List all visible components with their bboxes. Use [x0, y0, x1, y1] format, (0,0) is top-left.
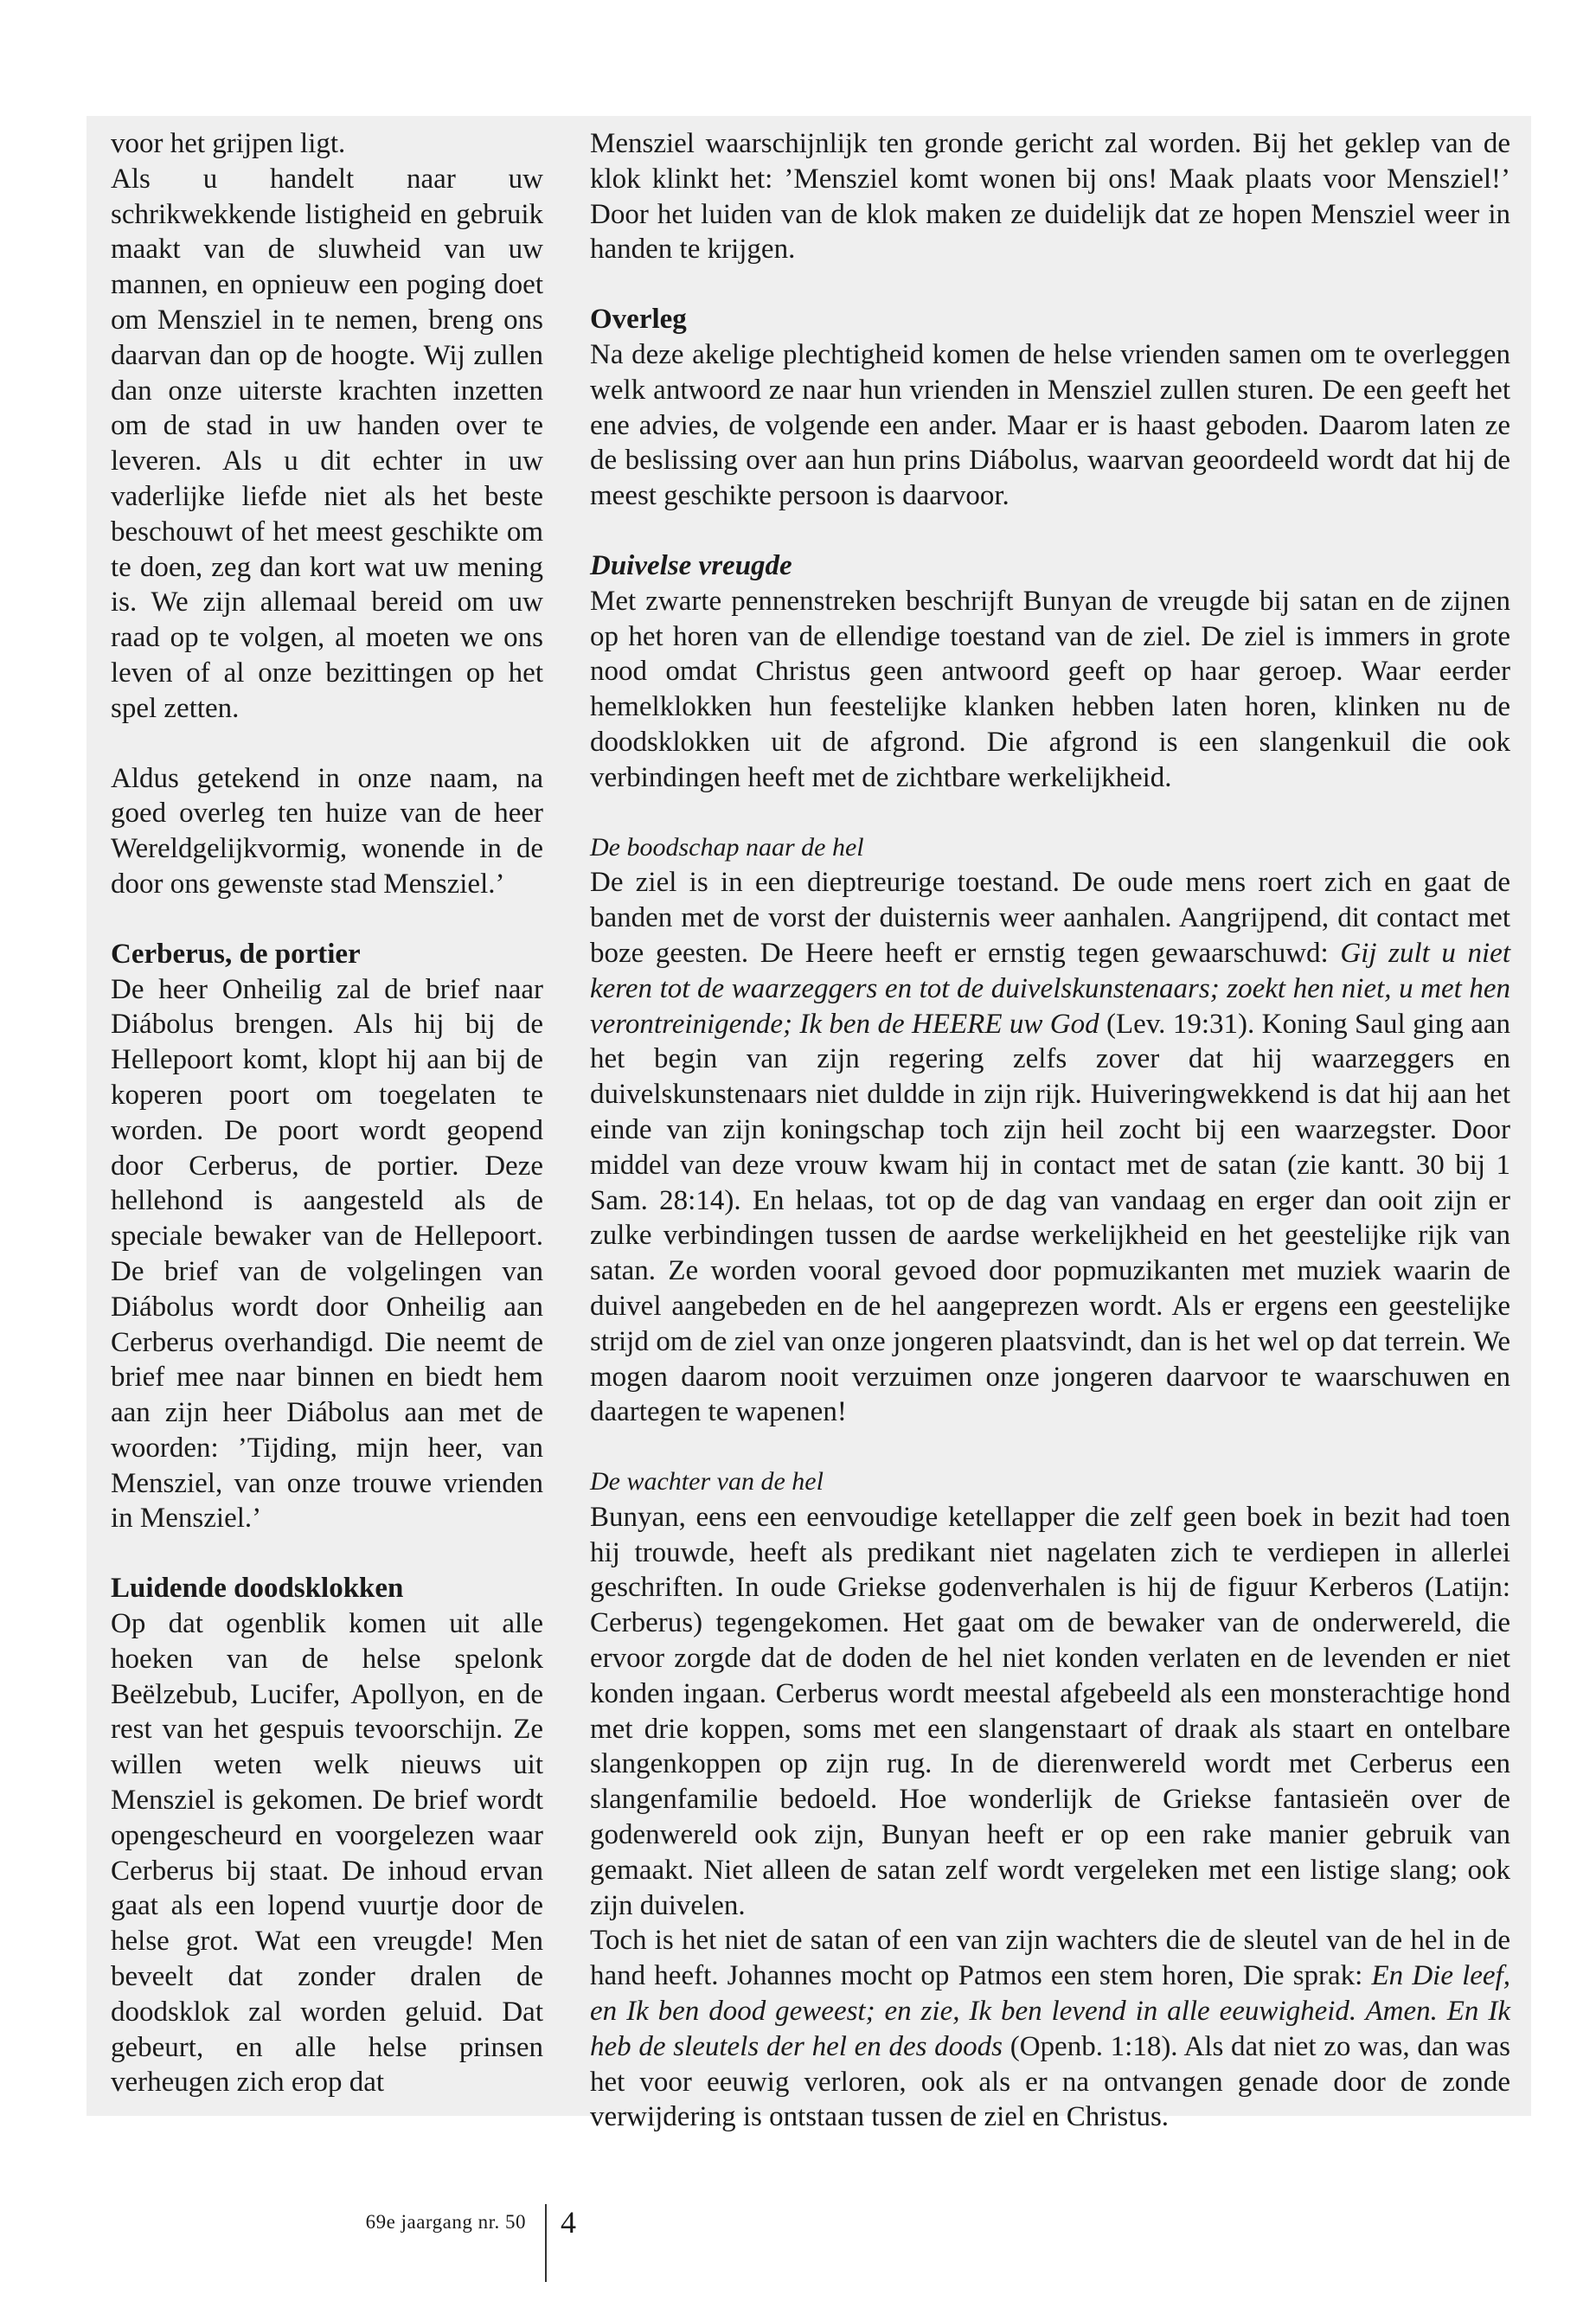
text-span: De ziel is in een dieptreurige toestand. De oude mens roert zich en gaat de banden met de vorst der duisternis weer aanhalen. Aangrijpend, dit contact met boze geesten. De Heere heeft er ernstig tegen gewaarschuwd: [590, 867, 1510, 969]
subheading-boodschap: De boodschap naar de hel [590, 832, 864, 862]
paragraph: Mensziel waarschijnlijk ten gronde gericht zal worden. Bij het geklep van de klok klinkt het: ’Mensziel komt wonen bij ons! Maak plaats voor Mensziel!’ Door het luiden van de klok maken ze duidelijk dat ze hopen Mensziel weer in handen te krijgen. [590, 128, 1510, 266]
section-heading-cerberus: Cerberus, de portier [111, 938, 361, 970]
text-span: (Lev. 19:31). Koning Saul ging aan het begin van zijn regering zelfs zover dat hij waarzeggers en duivelskunstenaars niet duldde in zijn rijk. Huiveringwekkend is dat hij aan het einde van zijn koningschap toch zijn heil zocht bij een waarzegster. Door middel van deze vrouw kwam hij in contact met de satan (zie kantt. 30 bij 1 Sam. 28:14). En helaas, tot op de dag van vandaag en erger dan ooit zijn er zulke verbindingen tussen de aardse werkelijkheid en het geestelijke rijk van satan. Ze worden vooral gevoed door popmuzikanten met muziek waarin de duivel aangebeden en de hel aangeprezen wordt. Als er ergens een geestelijke strijd om de ziel van onze jongeren plaatsvindt, dan is het wel op dat terrein. We mogen daarom nooit verzuimen onze jongeren daarvoor te waarschuwen en daartegen te wapenen! [590, 1008, 1510, 1428]
paragraph: Aldus getekend in onze naam, na goed overleg ten huize van de heer Wereldgelijkvormig, wonende in de door ons gewenste stad Mensziel.’ [111, 762, 543, 900]
paragraph: De heer Onheilig zal de brief naar Diábolus brengen. Als hij bij de Hellepoort komt, klopt hij aan bij de koperen poort om toegelaten te worden. De poort wordt geopend door Cerberus, de portier. Deze hellehond is aangesteld als de speciale bewaker van de Hellepoort. De brief van de volgelingen van Diábolus wordt door Onheilig aan Cerberus overhandigd. Die neemt de brief mee naar binnen en biedt hem aan zijn heer Diábolus aan met de woorden: ’Tijding, mijn heer, van Mensziel, van onze trouwe vrienden in Mensziel.’ [111, 973, 543, 1535]
paragraph: Na deze akelige plechtigheid komen de helse vrienden samen om te overleggen welk antwoord ze naar hun vrienden in Mensziel zullen sturen. De een geeft het ene advies, de volgende een ander. Maar er is haast geboden. Daarom laten ze de beslissing over aan hun prins Diábolus, waarvan geoordeeld wordt dat hij de meest geschikte persoon is daarvoor. [590, 338, 1510, 512]
scripture-quote: Gij zult u niet keren tot de waarzeggers en tot de duivelskunstenaars; zoekt hen niet, u met hen verontreinigende; Ik ben de HEERE uw God [590, 937, 1510, 1040]
left-column [111, 126, 543, 2100]
text-span: Toch is het niet de satan of een van zijn wachters die de sleutel van de hel in de hand heeft. Johannes mocht op Patmos een stem horen, Die sprak: [590, 1925, 1510, 1992]
paragraph: Op dat ogenblik komen uit alle hoeken van de helse spelonk Beëlzebub, Lucifer, Apollyon, en de rest van het gespuis tevoorschijn. Ze willen weten welk nieuws uit Mensziel is gekomen. De brief wordt opengescheurd en voorgelezen waar Cerberus bij staat. De inhoud ervan gaat als een lopend vuurtje door de helse grot. Wat een vreugde! Men beveelt dat zonder dralen de doodsklok zal worden geluid. Dat gebeurt, en alle helse prinsen verheugen zich erop dat [111, 1608, 543, 2099]
footer-divider [545, 2204, 547, 2282]
page-number: 4 [561, 2205, 576, 2240]
paragraph: Als u handelt naar uw schrikwekkende listigheid en gebruik maakt van de sluwheid van uw mannen, en opnieuw een poging doet om Mensziel in te nemen, breng ons daarvan dan op de hoogte. Wij zullen dan onze uiterste krachten inzetten om de stad in uw handen over te leveren. Als u dit echter in uw vaderlijke liefde niet als het beste beschouwt of het meest geschikte om te doen, zeg dan kort wat uw mening is. We zijn allemaal bereid om uw raad op te volgen, al moeten we ons leven of al onze bezittingen op het spel zetten. [111, 163, 543, 724]
section-heading-luidende: Luidende doodsklokken [111, 1573, 404, 1605]
paragraph: Bunyan, eens een eenvoudige ketellapper die zelf geen boek in bezit had toen hij trouwde, heeft als predikant niet nagelaten zich te verdiepen in allerlei geschriften. In oude Griekse godenverhalen is hij de figuur Kerberos (Latijn: Cerberus) tegengekomen. Het gaat om de bewaker van de onderwereld, die ervoor zorgde dat de doden de hel niet konden verlaten en de levenden er niet konden ingaan. Cerberus wordt meestal afgebeeld als een monsterachtige hond met drie koppen, soms met een slangenstaart of draak als staart en ontelbare slangenkoppen op zijn rug. In de dierenwereld wordt met Cerberus een slangenfamilie bedoeld. Hoe wonderlijk de Griekse fantasieën over de godenwereld ook zijn, Bunyan heeft er op een rake manier gebruik van gemaakt. Niet alleen de satan zelf wordt vergeleken met een listige slang; ook zijn duivelen. [590, 1501, 1510, 1921]
right-column [590, 126, 1510, 2135]
text-span: (Openb. 1:18). Als dat niet zo was, dan was het voor eeuwig verloren, ook als er na ontvangen genade door de zonde verwijdering is ontstaan tussen de ziel en Christus. [590, 2030, 1511, 2133]
page-panel [87, 116, 1531, 2133]
subheading-wachter: De wachter van de hel [590, 1467, 824, 1497]
page-footer [0, 2204, 1596, 2291]
section-heading-duivelse-vreugde: Duivelse vreugde [590, 549, 792, 581]
paragraph: Met zwarte pennenstreken beschrijft Bunyan de vreugde bij satan en de zijnen op het horen van de ellendige toestand van de ziel. De ziel is immers in grote nood omdat Christus geen antwoord geeft op haar geroep. Waar eerder hemelklokken hun feestelijke klanken hebben laten horen, klinken nu de doodsklokken uit de afgrond. Die afgrond is een slangenkuil die ook verbindingen heeft met de zichtbare werkelijkheid. [590, 585, 1510, 793]
paragraph: voor het grijpen ligt. [111, 128, 346, 159]
issue-label: 69e jaargang nr. 50 [365, 2211, 526, 2233]
paragraph [590, 865, 1510, 1430]
scripture-quote: En Die leef, en Ik ben dood geweest; en zie, Ik ben levend in alle eeuwigheid. Amen. En Ik heb de sleutels der hel en des doods [590, 1960, 1510, 2062]
section-heading-overleg: Overleg [590, 304, 687, 336]
paragraph [590, 1923, 1510, 2135]
